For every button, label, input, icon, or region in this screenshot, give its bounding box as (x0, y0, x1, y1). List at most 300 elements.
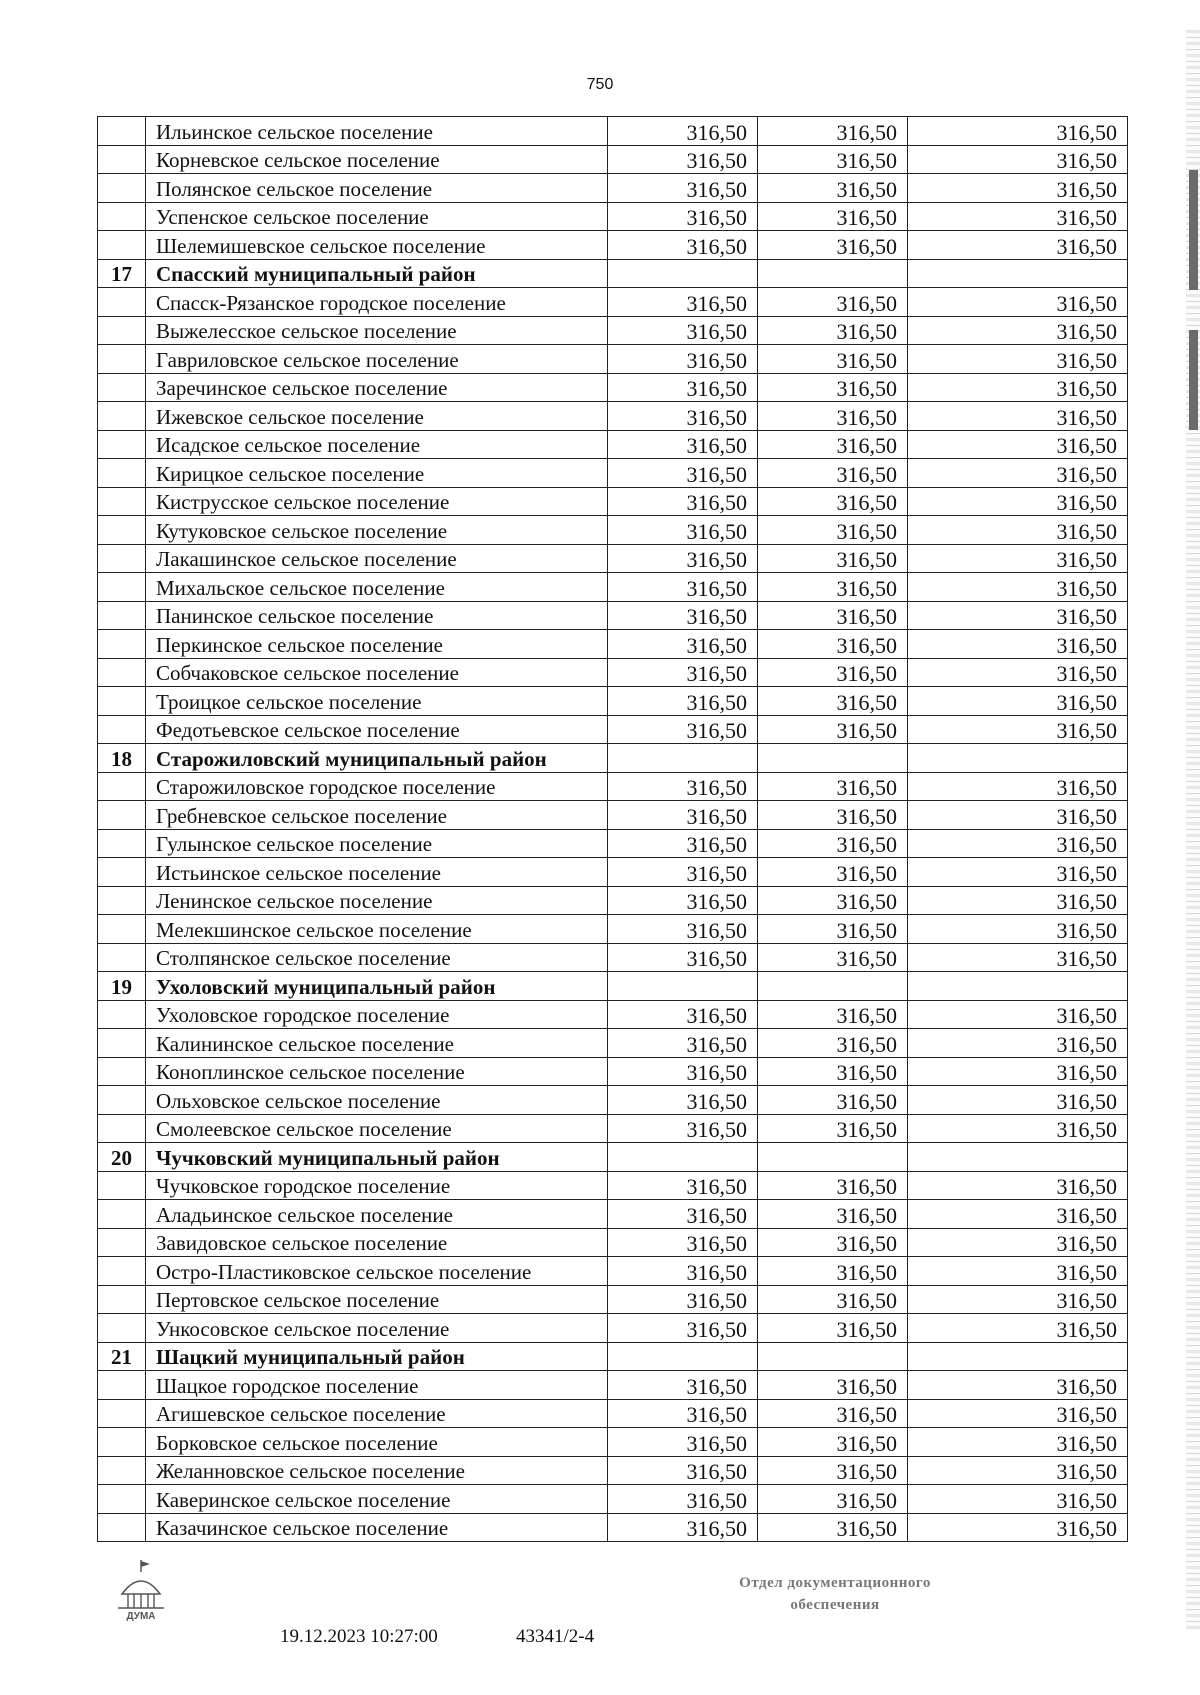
settlement-name: Истьинское сельское поселение (146, 858, 608, 887)
value-cell-2: 316,50 (758, 345, 908, 374)
value-cell-1: 316,50 (608, 402, 758, 431)
settlement-row (98, 1171, 1128, 1200)
value-cell-3: 316,50 (908, 1513, 1128, 1542)
value-cell-2: 316,50 (758, 1228, 908, 1257)
row-number (98, 772, 146, 801)
value-cell-1: 316,50 (608, 145, 758, 174)
settlement-name: Исадское сельское поселение (146, 430, 608, 459)
settlement-name: Казачинское сельское поселение (146, 1513, 608, 1542)
value-cell-2: 316,50 (758, 1057, 908, 1086)
row-number (98, 658, 146, 687)
value-cell-1: 316,50 (608, 1257, 758, 1286)
value-cell-2: 316,50 (758, 687, 908, 716)
settlement-row (98, 1057, 1128, 1086)
settlement-row (98, 1228, 1128, 1257)
settlement-name: Ленинское сельское поселение (146, 886, 608, 915)
department-stamp (690, 1572, 980, 1616)
value-cell-1: 316,50 (608, 174, 758, 203)
district-row (98, 1342, 1128, 1371)
value-cell-2: 316,50 (758, 858, 908, 887)
value-cell-1: 316,50 (608, 1000, 758, 1029)
value-cell-2: 316,50 (758, 430, 908, 459)
settlement-name: Калининское сельское поселение (146, 1029, 608, 1058)
settlement-row (98, 715, 1128, 744)
settlement-row (98, 1029, 1128, 1058)
value-cell-1: 316,50 (608, 430, 758, 459)
settlement-row (98, 687, 1128, 716)
settlement-name: Федотьевское сельское поселение (146, 715, 608, 744)
settlements-table (97, 116, 1128, 1542)
row-number (98, 943, 146, 972)
settlement-name: Перкинское сельское поселение (146, 630, 608, 659)
value-cell-1 (608, 1342, 758, 1371)
settlement-row (98, 915, 1128, 944)
value-cell-1: 316,50 (608, 1371, 758, 1400)
value-cell-3: 316,50 (908, 1314, 1128, 1343)
value-cell-3: 316,50 (908, 687, 1128, 716)
settlement-name: Полянское сельское поселение (146, 174, 608, 203)
settlement-name: Михальское сельское поселение (146, 573, 608, 602)
value-cell-3: 316,50 (908, 544, 1128, 573)
settlement-row (98, 1399, 1128, 1428)
value-cell-2: 316,50 (758, 1200, 908, 1229)
value-cell-2: 316,50 (758, 801, 908, 830)
settlement-name: Ункосовское сельское поселение (146, 1314, 608, 1343)
row-number (98, 687, 146, 716)
value-cell-2: 316,50 (758, 601, 908, 630)
settlement-name: Коноплинское сельское поселение (146, 1057, 608, 1086)
row-number (98, 402, 146, 431)
value-cell-1: 316,50 (608, 858, 758, 887)
row-number (98, 202, 146, 231)
row-number (98, 858, 146, 887)
value-cell-3: 316,50 (908, 573, 1128, 602)
settlement-name: Спасск-Рязанское городское поселение (146, 288, 608, 317)
value-cell-1: 316,50 (608, 487, 758, 516)
value-cell-2: 316,50 (758, 1399, 908, 1428)
row-number (98, 915, 146, 944)
settlement-row (98, 288, 1128, 317)
row-number (98, 630, 146, 659)
value-cell-2: 316,50 (758, 487, 908, 516)
value-cell-1: 316,50 (608, 1171, 758, 1200)
row-number (98, 1086, 146, 1115)
district-row (98, 744, 1128, 773)
value-cell-1: 316,50 (608, 1314, 758, 1343)
value-cell-1: 316,50 (608, 1114, 758, 1143)
value-cell-3: 316,50 (908, 1456, 1128, 1485)
value-cell-1: 316,50 (608, 601, 758, 630)
settlement-row (98, 801, 1128, 830)
value-cell-1: 316,50 (608, 658, 758, 687)
settlement-name: Корневское сельское поселение (146, 145, 608, 174)
value-cell-2: 316,50 (758, 573, 908, 602)
row-number (98, 1000, 146, 1029)
value-cell-3: 316,50 (908, 288, 1128, 317)
row-number (98, 1399, 146, 1428)
value-cell-2: 316,50 (758, 1485, 908, 1514)
settlement-name: Борковское сельское поселение (146, 1428, 608, 1457)
value-cell-1: 316,50 (608, 1399, 758, 1428)
value-cell-3: 316,50 (908, 1285, 1128, 1314)
value-cell-2: 316,50 (758, 1000, 908, 1029)
value-cell-1: 316,50 (608, 516, 758, 545)
settlement-row (98, 858, 1128, 887)
duma-logo-icon (110, 1558, 172, 1622)
district-name: Старожиловский муниципальный район (146, 744, 608, 773)
settlement-row (98, 772, 1128, 801)
value-cell-2: 316,50 (758, 316, 908, 345)
value-cell-3: 316,50 (908, 402, 1128, 431)
value-cell-3: 316,50 (908, 145, 1128, 174)
settlement-name: Гавриловское сельское поселение (146, 345, 608, 374)
settlement-name: Каверинское сельское поселение (146, 1485, 608, 1514)
value-cell-2: 316,50 (758, 1285, 908, 1314)
value-cell-3: 316,50 (908, 858, 1128, 887)
value-cell-2: 316,50 (758, 544, 908, 573)
value-cell-3: 316,50 (908, 715, 1128, 744)
value-cell-1: 316,50 (608, 630, 758, 659)
settlement-row (98, 573, 1128, 602)
value-cell-2: 316,50 (758, 459, 908, 488)
value-cell-2: 316,50 (758, 202, 908, 231)
row-number: 20 (98, 1143, 146, 1172)
value-cell-1: 316,50 (608, 1029, 758, 1058)
value-cell-2: 316,50 (758, 1171, 908, 1200)
value-cell-1 (608, 1143, 758, 1172)
row-number (98, 174, 146, 203)
row-number (98, 1485, 146, 1514)
row-number (98, 1057, 146, 1086)
settlement-row (98, 1428, 1128, 1457)
row-number (98, 1257, 146, 1286)
value-cell-1: 316,50 (608, 345, 758, 374)
value-cell-1: 316,50 (608, 715, 758, 744)
settlement-row (98, 630, 1128, 659)
settlement-name: Смолеевское сельское поселение (146, 1114, 608, 1143)
value-cell-3: 316,50 (908, 1371, 1128, 1400)
settlement-row (98, 516, 1128, 545)
value-cell-3: 316,50 (908, 1257, 1128, 1286)
settlement-name: Ижевское сельское поселение (146, 402, 608, 431)
value-cell-2: 316,50 (758, 373, 908, 402)
value-cell-3: 316,50 (908, 174, 1128, 203)
value-cell-1: 316,50 (608, 316, 758, 345)
value-cell-1 (608, 972, 758, 1001)
settlement-row (98, 1086, 1128, 1115)
row-number (98, 715, 146, 744)
value-cell-1: 316,50 (608, 915, 758, 944)
settlement-name: Желанновское сельское поселение (146, 1456, 608, 1485)
value-cell-1: 316,50 (608, 1228, 758, 1257)
value-cell-1: 316,50 (608, 1513, 758, 1542)
district-name: Спасский муниципальный район (146, 259, 608, 288)
settlement-name: Ухоловское городское поселение (146, 1000, 608, 1029)
value-cell-1: 316,50 (608, 772, 758, 801)
settlement-row (98, 345, 1128, 374)
value-cell-2 (758, 259, 908, 288)
value-cell-3: 316,50 (908, 886, 1128, 915)
value-cell-2: 316,50 (758, 1029, 908, 1058)
settlement-row (98, 487, 1128, 516)
settlement-name: Киструсское сельское поселение (146, 487, 608, 516)
settlement-row (98, 886, 1128, 915)
value-cell-3: 316,50 (908, 231, 1128, 260)
value-cell-3: 316,50 (908, 1000, 1128, 1029)
value-cell-3: 316,50 (908, 772, 1128, 801)
value-cell-2: 316,50 (758, 117, 908, 146)
row-number (98, 288, 146, 317)
row-number (98, 1200, 146, 1229)
settlement-row (98, 316, 1128, 345)
value-cell-1: 316,50 (608, 886, 758, 915)
value-cell-3: 316,50 (908, 459, 1128, 488)
district-name: Шацкий муниципальный район (146, 1342, 608, 1371)
settlement-row (98, 943, 1128, 972)
value-cell-3: 316,50 (908, 630, 1128, 659)
row-number (98, 117, 146, 146)
district-row (98, 1143, 1128, 1172)
settlement-name: Ильинское сельское поселение (146, 117, 608, 146)
row-number (98, 1114, 146, 1143)
settlement-name: Агишевское сельское поселение (146, 1399, 608, 1428)
settlement-row (98, 1485, 1128, 1514)
row-number (98, 801, 146, 830)
value-cell-1: 316,50 (608, 1285, 758, 1314)
settlement-row (98, 402, 1128, 431)
value-cell-2: 316,50 (758, 288, 908, 317)
value-cell-2: 316,50 (758, 231, 908, 260)
settlement-name: Кутуковское сельское поселение (146, 516, 608, 545)
value-cell-2: 316,50 (758, 516, 908, 545)
value-cell-1: 316,50 (608, 1200, 758, 1229)
value-cell-3: 316,50 (908, 1200, 1128, 1229)
row-number: 18 (98, 744, 146, 773)
settlement-row (98, 1114, 1128, 1143)
row-number (98, 459, 146, 488)
value-cell-1: 316,50 (608, 117, 758, 146)
settlement-name: Ольховское сельское поселение (146, 1086, 608, 1115)
row-number (98, 1029, 146, 1058)
settlement-row (98, 1000, 1128, 1029)
settlement-row (98, 1513, 1128, 1542)
value-cell-3: 316,50 (908, 516, 1128, 545)
row-number (98, 231, 146, 260)
value-cell-3: 316,50 (908, 345, 1128, 374)
value-cell-3: 316,50 (908, 1086, 1128, 1115)
row-number (98, 886, 146, 915)
settlement-name: Лакашинское сельское поселение (146, 544, 608, 573)
row-number (98, 316, 146, 345)
table-body (98, 117, 1128, 1542)
settlement-row (98, 202, 1128, 231)
value-cell-2 (758, 972, 908, 1001)
settlement-name: Собчаковское сельское поселение (146, 658, 608, 687)
value-cell-2: 316,50 (758, 829, 908, 858)
settlement-name: Гребневское сельское поселение (146, 801, 608, 830)
value-cell-2: 316,50 (758, 1371, 908, 1400)
settlement-row (98, 373, 1128, 402)
settlement-name: Гулынское сельское поселение (146, 829, 608, 858)
value-cell-3: 316,50 (908, 1029, 1128, 1058)
row-number (98, 1428, 146, 1457)
value-cell-3: 316,50 (908, 601, 1128, 630)
page-number: 750 (586, 76, 614, 93)
footer-timestamp: 19.12.2023 10:27:00 (280, 1626, 438, 1647)
settlement-row (98, 1314, 1128, 1343)
settlement-name: Выжелесское сельское поселение (146, 316, 608, 345)
value-cell-1: 316,50 (608, 459, 758, 488)
value-cell-1: 316,50 (608, 1485, 758, 1514)
row-number (98, 1228, 146, 1257)
settlement-name: Старожиловское городское поселение (146, 772, 608, 801)
row-number (98, 145, 146, 174)
row-number (98, 430, 146, 459)
value-cell-1 (608, 259, 758, 288)
value-cell-2: 316,50 (758, 1456, 908, 1485)
value-cell-2: 316,50 (758, 1314, 908, 1343)
value-cell-2: 316,50 (758, 1086, 908, 1115)
value-cell-1: 316,50 (608, 573, 758, 602)
logo-text: ДУМА (126, 1611, 156, 1622)
settlement-name: Столпянское сельское поселение (146, 943, 608, 972)
row-number (98, 1513, 146, 1542)
value-cell-2 (758, 1342, 908, 1371)
settlement-row (98, 145, 1128, 174)
value-cell-2 (758, 1143, 908, 1172)
value-cell-2: 316,50 (758, 1257, 908, 1286)
row-number (98, 573, 146, 602)
value-cell-3: 316,50 (908, 1171, 1128, 1200)
value-cell-1 (608, 744, 758, 773)
settlement-row (98, 1200, 1128, 1229)
value-cell-1: 316,50 (608, 1086, 758, 1115)
value-cell-3 (908, 1143, 1128, 1172)
value-cell-3: 316,50 (908, 487, 1128, 516)
row-number (98, 1371, 146, 1400)
value-cell-3 (908, 972, 1128, 1001)
value-cell-3: 316,50 (908, 943, 1128, 972)
value-cell-3: 316,50 (908, 202, 1128, 231)
row-number (98, 373, 146, 402)
settlement-name: Шацкое городское поселение (146, 1371, 608, 1400)
value-cell-2 (758, 744, 908, 773)
stamp-line-2: обеспечения (790, 1597, 880, 1613)
value-cell-3: 316,50 (908, 1057, 1128, 1086)
settlement-name: Заречинское сельское поселение (146, 373, 608, 402)
settlement-name: Троицкое сельское поселение (146, 687, 608, 716)
value-cell-1: 316,50 (608, 1428, 758, 1457)
value-cell-3: 316,50 (908, 801, 1128, 830)
value-cell-3: 316,50 (908, 1399, 1128, 1428)
settlement-row (98, 117, 1128, 146)
value-cell-3: 316,50 (908, 316, 1128, 345)
row-number (98, 487, 146, 516)
row-number (98, 1314, 146, 1343)
value-cell-2: 316,50 (758, 402, 908, 431)
value-cell-1: 316,50 (608, 1456, 758, 1485)
row-number: 21 (98, 1342, 146, 1371)
settlement-row (98, 1456, 1128, 1485)
value-cell-2: 316,50 (758, 1114, 908, 1143)
row-number (98, 544, 146, 573)
value-cell-3 (908, 259, 1128, 288)
footer-doc-number: 43341/2-4 (516, 1626, 595, 1647)
settlement-row (98, 1371, 1128, 1400)
row-number: 19 (98, 972, 146, 1001)
value-cell-2: 316,50 (758, 174, 908, 203)
value-cell-1: 316,50 (608, 943, 758, 972)
value-cell-3: 316,50 (908, 915, 1128, 944)
row-number: 17 (98, 259, 146, 288)
settlement-name: Аладьинское сельское поселение (146, 1200, 608, 1229)
settlement-name: Чучковское городское поселение (146, 1171, 608, 1200)
value-cell-3: 316,50 (908, 1114, 1128, 1143)
settlement-row (98, 601, 1128, 630)
row-number (98, 601, 146, 630)
settlement-row (98, 1285, 1128, 1314)
value-cell-1: 316,50 (608, 231, 758, 260)
settlement-row (98, 231, 1128, 260)
settlement-row (98, 658, 1128, 687)
scan-edge-artifact (1186, 30, 1200, 1630)
value-cell-3: 316,50 (908, 829, 1128, 858)
settlement-name: Пертовское сельское поселение (146, 1285, 608, 1314)
value-cell-1: 316,50 (608, 687, 758, 716)
value-cell-2: 316,50 (758, 943, 908, 972)
row-number (98, 345, 146, 374)
settlement-name: Кирицкое сельское поселение (146, 459, 608, 488)
value-cell-2: 316,50 (758, 886, 908, 915)
value-cell-3 (908, 744, 1128, 773)
district-row (98, 259, 1128, 288)
value-cell-2: 316,50 (758, 145, 908, 174)
settlement-row (98, 544, 1128, 573)
settlement-row (98, 459, 1128, 488)
district-name: Ухоловский муниципальный район (146, 972, 608, 1001)
value-cell-3 (908, 1342, 1128, 1371)
value-cell-3: 316,50 (908, 658, 1128, 687)
settlement-row (98, 829, 1128, 858)
value-cell-3: 316,50 (908, 430, 1128, 459)
settlement-name: Панинское сельское поселение (146, 601, 608, 630)
value-cell-1: 316,50 (608, 373, 758, 402)
value-cell-2: 316,50 (758, 715, 908, 744)
value-cell-3: 316,50 (908, 117, 1128, 146)
value-cell-3: 316,50 (908, 373, 1128, 402)
value-cell-1: 316,50 (608, 801, 758, 830)
row-number (98, 1456, 146, 1485)
value-cell-3: 316,50 (908, 1485, 1128, 1514)
value-cell-2: 316,50 (758, 1428, 908, 1457)
value-cell-2: 316,50 (758, 630, 908, 659)
row-number (98, 1171, 146, 1200)
value-cell-1: 316,50 (608, 288, 758, 317)
value-cell-1: 316,50 (608, 202, 758, 231)
value-cell-2: 316,50 (758, 658, 908, 687)
district-name: Чучковский муниципальный район (146, 1143, 608, 1172)
settlement-name: Шелемишевское сельское поселение (146, 231, 608, 260)
district-row (98, 972, 1128, 1001)
settlement-row (98, 174, 1128, 203)
value-cell-3: 316,50 (908, 1428, 1128, 1457)
value-cell-1: 316,50 (608, 1057, 758, 1086)
row-number (98, 1285, 146, 1314)
value-cell-2: 316,50 (758, 915, 908, 944)
value-cell-1: 316,50 (608, 544, 758, 573)
settlement-name: Мелекшинское сельское поселение (146, 915, 608, 944)
value-cell-2: 316,50 (758, 772, 908, 801)
